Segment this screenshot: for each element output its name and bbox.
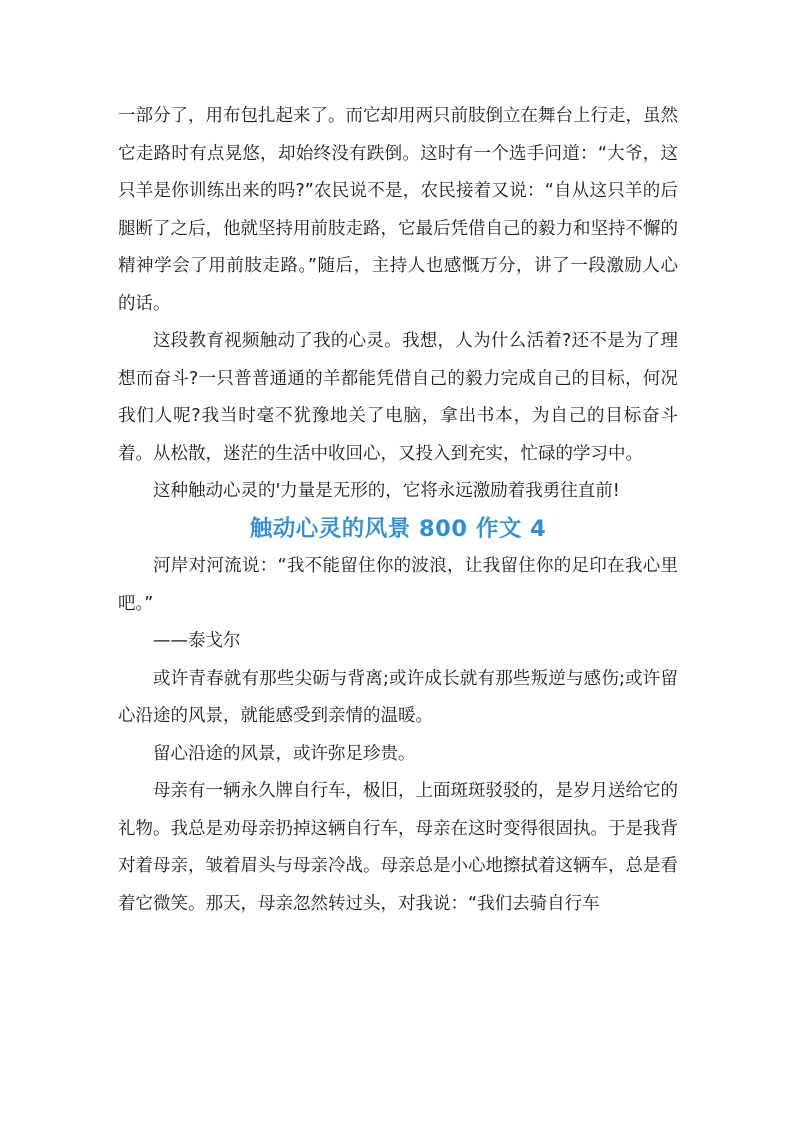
section-title: 触动心灵的风景 800 作文 4: [249, 515, 547, 542]
paragraph-continued: 一部分了，用布包扎起来了。而它却用两只前肢倒立在舞台上行走，虽然它走路时有点晃悠，却始终没有跌倒。这时有一个选手问道：“大爷，这只羊是你训练出来的吗?”农民说不是，农民接着又说：“自从这只羊的后腿断了之后，他就坚持用前肢走路，它最后凭借自己的毅力和坚持不懈的精神学会了用前肢走路。”随后，主持人也感慨万分，讲了一段激励人心的话。: [118, 106, 678, 314]
paragraph-bicycle: 母亲有一辆永久牌自行车，极旧，上面斑斑驳驳的，是岁月送给它的礼物。我总是劝母亲扔掉这辆自行车，母亲在这时变得很固执。于是我背对着母亲，皱着眉头与母亲冷战。母亲总是小心地擦拭着这辆车，总是看着它微笑。那天，母亲忽然转过头，对我说：“我们去骑自行车: [118, 781, 678, 914]
paragraph-scenery: 留心沿途的风景，或许弥足珍贵。: [153, 743, 416, 764]
body-text-upper: [118, 98, 678, 923]
paragraph-quote: 河岸对河流说：“我不能留住你的波浪，让我留住你的足印在我心里吧。”: [118, 556, 678, 614]
paragraph-youth: 或许青春就有那些尖砺与背离;或许成长就有那些叛逆与感伤;或许留心沿途的风景，就能感受到亲情的温暖。: [118, 668, 678, 726]
paragraph-conclusion: 这种触动心灵的'力量是无形的，它将永远激励着我勇往直前!: [153, 481, 620, 501]
quote-attribution: ——泰戈尔: [153, 631, 241, 651]
paragraph-reflection: 这段教育视频触动了我的心灵。我想，人为什么活着?还不是为了理想而奋斗?一只普普通通的羊都能凭借自己的毅力完成自己的目标，何况我们人呢?我当时毫不犹豫地关了电脑，拿出书本，为自己的目标奋斗着。从松散，迷茫的生活中收回心，又投入到充实，忙碌的学习中。: [118, 331, 678, 464]
